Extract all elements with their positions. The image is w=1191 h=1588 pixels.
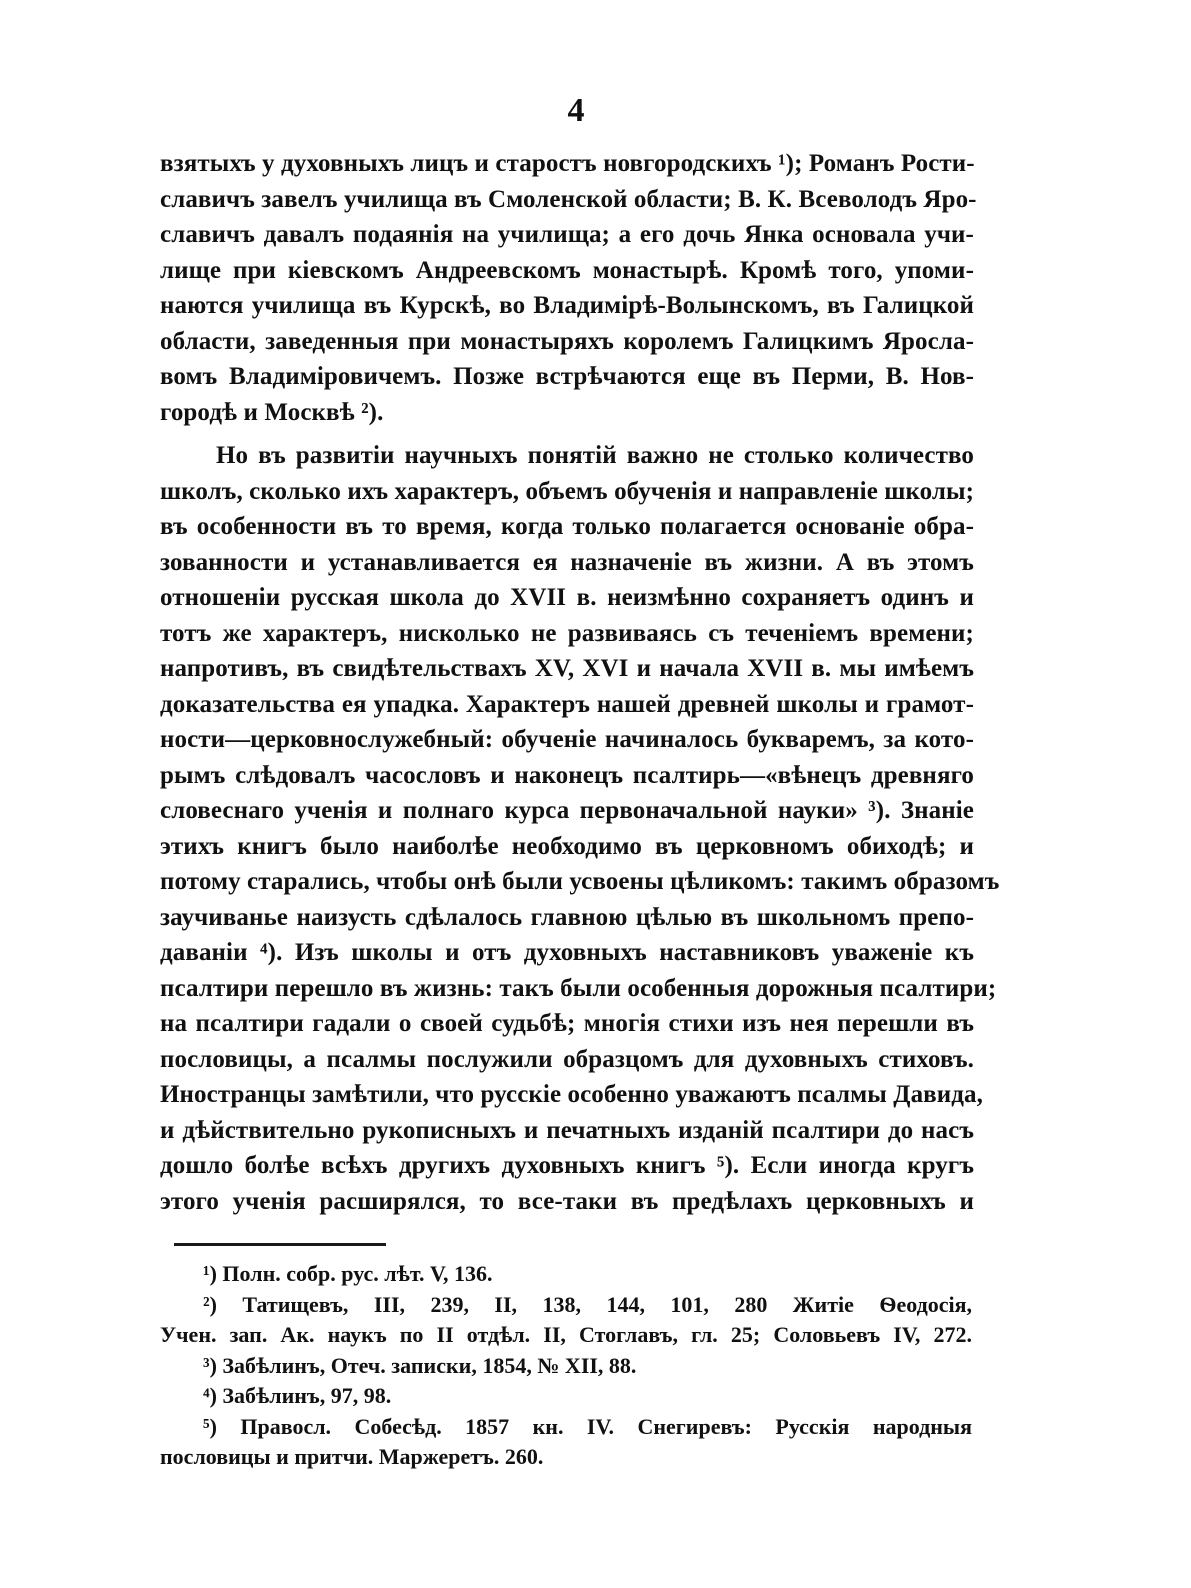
- body-text: [160, 146, 1000, 1219]
- text-line: ности—церковнослужебный: обученіе начиналось букваремъ, за кото-: [160, 726, 974, 753]
- text-line: напротивъ, въ свидѣтельствахъ XV, XVI и начала XVII в. мы имѣемъ: [160, 655, 974, 682]
- text-line: доказательства ея упадка. Характеръ нашей древней школы и грамот-: [160, 690, 974, 718]
- text-line: этихъ книгъ было наиболѣе необходимо въ церковномъ обиходѣ; и: [160, 832, 974, 860]
- text-line: даваніи ⁴). Изъ школы и отъ духовныхъ наставниковъ уваженіе къ: [160, 939, 974, 966]
- text-line: рымъ слѣдовалъ часословъ и наконецъ псалтирь—«вѣнецъ древняго: [160, 761, 974, 789]
- text-line: вомъ Владиміровичемъ. Позже встрѣчаются еще въ Перми, В. Нов-: [160, 363, 974, 390]
- text-line: школъ, сколько ихъ характеръ, объемъ обученія и направленіе школы;: [160, 477, 975, 505]
- footnote-line: пословицы и притчи. Маржеретъ. 260.: [160, 1444, 544, 1469]
- text-line: на псалтири гадали о своей судьбѣ; многія стихи изъ нея перешли въ: [160, 1010, 974, 1037]
- text-line: тотъ же характеръ, нисколько не развиваясь съ теченіемъ времени;: [160, 619, 974, 647]
- text-line: псалтири перешло въ жизнь: такъ были особенныя дорожныя псалтири;: [160, 974, 997, 1002]
- paragraph: [160, 438, 1000, 1219]
- text-line: пословицы, а псалмы послужили образцомъ для духовныхъ стиховъ.: [160, 1045, 974, 1073]
- text-line: славичъ давалъ подаянія на училища; а его дочь Янка основала учи-: [160, 221, 974, 248]
- text-line: потому старались, чтобы онѣ были усвоены цѣликомъ: такимъ образомъ: [160, 868, 1000, 895]
- footnote-line: Учен. зап. Ак. наукъ по II отдѣл. II, Стоглавъ, гл. 25; Соловьевъ IV, 272.: [160, 1322, 972, 1347]
- text-line: Но въ развитіи научныхъ понятій важно не столько количество: [216, 442, 974, 469]
- text-line: славичъ завелъ училища въ Смоленской области; В. К. Всеволодъ Яро-: [160, 185, 977, 213]
- text-line: взятыхъ у духовныхъ лицъ и старостъ новгородскихъ ¹); Романъ Рости-: [160, 150, 975, 177]
- footnotes: [160, 1259, 972, 1473]
- text-line: этого ученія расширялся, то все-таки въ предѣлахъ церковныхъ и: [160, 1187, 974, 1215]
- text-line: зованности и устанавливается ея назначеніе въ жизни. А въ этомъ: [160, 548, 974, 576]
- paragraph-gap: [160, 430, 974, 438]
- text-line: въ особенности въ то время, когда только полагается основаніе обра-: [160, 513, 974, 540]
- text-line: городѣ и Москвѣ ²).: [160, 398, 384, 426]
- text-line: дошло болѣе всѣхъ другихъ духовныхъ книгъ ⁵). Если иногда кругъ: [160, 1152, 974, 1179]
- page-number: 4: [567, 92, 585, 129]
- text-line: заучиванье наизусть сдѣлалось главною цѣлью въ школьномъ препо-: [160, 903, 974, 931]
- text-line: отношеніи русская школа до XVII в. неизмѣнно сохраняетъ одинъ и: [160, 584, 974, 611]
- paragraph: [160, 146, 977, 430]
- text-line: и дѣйствительно рукописныхъ и печатныхъ изданій псалтири до насъ: [160, 1116, 974, 1144]
- footnote-line: ²) Татищевъ, III, 239, II, 138, 144, 101, 280 Житіе Ѳеодосія,: [203, 1291, 972, 1317]
- text-line: наются училища въ Курскѣ, во Владимірѣ-Волынскомъ, въ Галицкой: [160, 292, 974, 319]
- footnote-line: ⁴) Забѣлинъ, 97, 98.: [203, 1383, 392, 1408]
- footnote-line: ¹) Полн. собр. рус. лѣт. V, 136.: [203, 1261, 493, 1286]
- text-line: Иностранцы замѣтили, что русскіе особенно уважаютъ псалмы Давида,: [160, 1081, 983, 1108]
- text-line: области, заведенныя при монастыряхъ королемъ Галицкимъ Яросла-: [160, 327, 974, 355]
- footnote-divider: [174, 1243, 386, 1246]
- text-line: словеснаго ученія и полнаго курса первоначальной науки» ³). Знаніе: [160, 797, 974, 824]
- text-line: лище при кіевскомъ Андреевскомъ монастырѣ. Кромѣ того, упоми-: [160, 256, 974, 284]
- footnote-line: ⁵) Правосл. Собесѣд. 1857 кн. IV. Снегиревъ: Русскія народныя: [203, 1413, 972, 1439]
- footnote-line: ³) Забѣлинъ, Отеч. записки, 1854, № XII, 88.: [203, 1352, 637, 1378]
